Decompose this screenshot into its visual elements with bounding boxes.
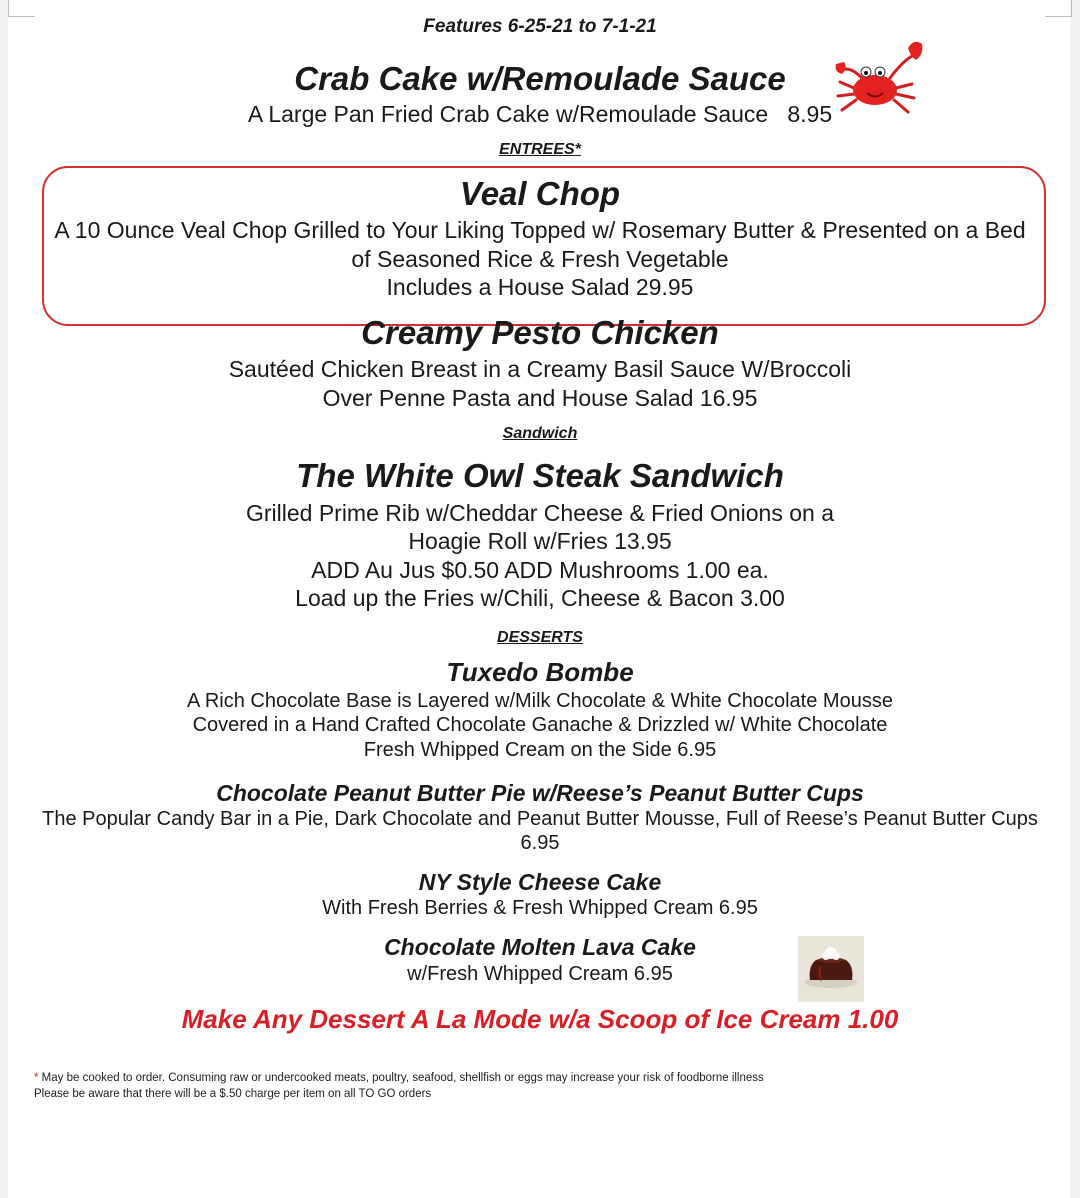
entrees-star: * (574, 141, 581, 158)
crab-icon (832, 38, 928, 118)
steak-sandwich-fries-upgrade: Load up the Fries w/Chili, Cheese & Bacon 3.00 (295, 585, 785, 611)
crop-mark-top-left (8, 0, 35, 17)
crop-mark-top-right (1045, 0, 1072, 17)
desserts-heading (0, 629, 1080, 647)
entrees-heading (0, 141, 1080, 159)
footnote-star: * (34, 1072, 39, 1084)
pb-pie-price: 6.95 (520, 832, 560, 854)
steak-sandwich-title: The White Owl Steak Sandwich (296, 457, 784, 494)
lava-cake-title: Chocolate Molten Lava Cake (384, 934, 696, 960)
crab-cake-price: 8.95 (787, 101, 833, 127)
cheesecake-title: NY Style Cheese Cake (418, 869, 662, 895)
sandwich-heading-text: Sandwich (502, 425, 578, 442)
steak-sandwich-line-1: Grilled Prime Rib w/Cheddar Cheese & Fried Onions on a (245, 500, 835, 526)
date-range-heading: Features 6-25-21 to 7-1-21 (423, 16, 657, 37)
crab-cake-desc-text: A Large Pan Fried Crab Cake w/Remoulade Sauce (247, 101, 769, 127)
tuxedo-bombe-line-3: Fresh Whipped Cream on the Side 6.95 (363, 739, 717, 761)
veal-chop-line-3: Includes a House Salad 29.95 (386, 274, 694, 300)
steak-sandwich-addons: ADD Au Jus $0.50 ADD Mushrooms 1.00 ea. (311, 557, 769, 583)
crab-cake-title: Crab Cake w/Remoulade Sauce (294, 60, 786, 97)
lava-cake-image (798, 936, 864, 1002)
cheesecake-line-1: With Fresh Berries & Fresh Whipped Cream 6.95 (322, 897, 758, 919)
veal-chop-line-1: A 10 Ounce Veal Chop Grilled to Your Liking Topped w/ Rosemary Butter & Presented on a Bed (54, 217, 1026, 243)
a-la-mode-offer: Make Any Dessert A La Mode w/a Scoop of Ice Cream 1.00 (181, 1004, 899, 1034)
tuxedo-bombe-line-2: Covered in a Hand Crafted Chocolate Ganache & Drizzled w/ White Chocolate (192, 714, 888, 736)
footnote-line-2: Please be aware that there will be a $.50 charge per item on all TO GO orders (34, 1088, 432, 1100)
desserts-heading-text: DESSERTS (497, 629, 583, 646)
pesto-chicken-title: Creamy Pesto Chicken (361, 314, 719, 351)
tuxedo-bombe-line-1: A Rich Chocolate Base is Layered w/Milk Chocolate & White Chocolate Mousse (187, 690, 893, 712)
pb-pie-line-1: The Popular Candy Bar in a Pie, Dark Chocolate and Peanut Butter Mousse, Full of Reese’s Peanut Butter Cups (42, 808, 1038, 830)
tuxedo-bombe-title: Tuxedo Bombe (446, 657, 634, 687)
pb-pie-title: Chocolate Peanut Butter Pie w/Reese’s Peanut Butter Cups (216, 780, 864, 806)
veal-chop-title: Veal Chop (459, 175, 621, 212)
entrees-heading-text: ENTREES (499, 141, 575, 158)
footnote-line-1 (34, 1072, 764, 1084)
pesto-chicken-line-2: Over Penne Pasta and House Salad 16.95 (322, 385, 758, 411)
pesto-chicken-line-1: Sautéed Chicken Breast in a Creamy Basil Sauce W/Broccoli (228, 356, 852, 382)
lava-cake-icon (798, 936, 864, 1002)
lava-cake-line-1: w/Fresh Whipped Cream 6.95 (407, 963, 673, 985)
sandwich-heading (0, 425, 1080, 443)
footnote-text-1: May be cooked to order. Consuming raw or undercooked meats, poultry, seafood, shellfish or eggs may increase your risk of foodborne illness (38, 1072, 764, 1084)
steak-sandwich-line-2: Hoagie Roll w/Fries 13.95 (408, 528, 672, 554)
veal-chop-line-2: of Seasoned Rice & Fresh Vegetable (351, 246, 729, 272)
